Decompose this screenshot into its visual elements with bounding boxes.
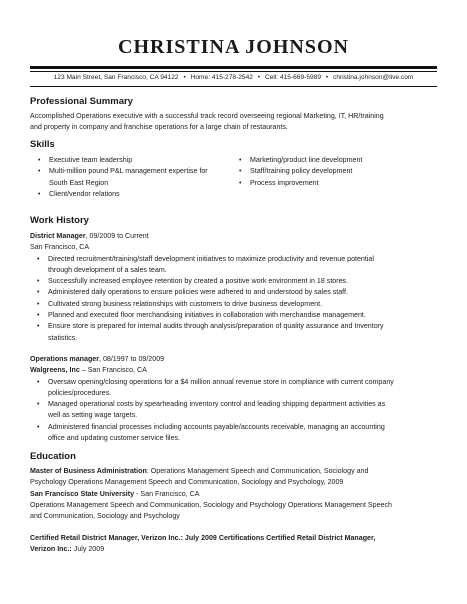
degree-line: Master of Business Administration: Operations Management Speech and Communication, Sociology and [30,467,369,475]
contact-email[interactable]: christina.johnson@live.com [333,74,414,81]
job-bullets [30,377,431,445]
job-location: San Francisco, CA [30,243,90,252]
job-bullet: • Administered daily operations to ensure policies were adhered to and understood by sales staff. [30,287,431,298]
job-title-line [30,354,431,365]
job-location: – San Francisco, CA [79,366,147,375]
education-entries [30,466,427,522]
work-history-heading: Work History [30,215,89,226]
summary-heading: Professional Summary [30,96,133,107]
certification-line: Verizon Inc.: July 2009 [30,545,105,554]
job-entry [30,231,431,344]
school-location: - San Francisco, CA [134,489,200,498]
job-bullet: • Cultivated strong business relationships with customers to drive business development. [30,299,431,310]
summary-text [30,111,440,134]
job-dates: , 08/1997 to 09/2009 [99,355,165,363]
contact-separator: • [183,74,186,81]
job-title: Operations manager [30,355,99,363]
job-entry [30,354,431,444]
job-bullet: • Managed operational costs by spearheading inventory control and leading shipping department activities as well as setting wage targets. [30,399,431,422]
school-name: San Francisco State University [30,489,135,498]
degree-title: Master of Business Administration [30,467,147,475]
job-company: Walgreens, Inc [30,366,80,375]
job-bullet: • Planned and executed floor merchandising initiatives in collaboration with merchandise management. [30,310,431,321]
contact-address: 123 Main Street, San Francisco, CA 94122 [53,74,179,81]
job-bullet: • Oversaw opening/closing operations for a $4 million annual revenue store in compliance with current company policies/procedures. [30,377,431,400]
job-title-line [30,231,431,242]
skill-item: • Staff/training policy development [237,166,437,177]
header-rule-thick [30,66,437,69]
job-dates: , 09/2009 to Current [85,232,149,240]
certification-line: Certified Retail District Manager, Verizon Inc.: July 2009 Certifications Certified Retail District Manager, [30,534,376,542]
job-title: District Manager [30,232,86,240]
job-bullets [30,254,431,344]
job-bullet: • Ensure store is prepared for internal audits through analysis/preparation of quality assurance and Inventory statistics. [30,321,431,344]
contact-home-phone: Home: 415-278-2542 [190,74,253,81]
summary-line: and property in company and franchise operations for a large chain of restaurants. [30,123,288,132]
skills-list-left [36,155,236,200]
job-bullet: • Directed recruitment/training/staff development initiatives to maximize productivity and revenue potential through development of a sales team. [30,254,431,277]
skills-list-right [237,155,437,189]
skill-item-continuation: South East Region [49,178,109,187]
contact-line [0,74,467,81]
contact-rule [30,86,437,87]
skill-item: • Client/vendor relations [36,189,236,200]
contact-separator: • [325,74,329,81]
skill-item: • Executive team leadership [36,155,236,166]
skill-item: • Multi-million pound P&L management expertise for [36,166,236,177]
education-heading: Education [30,451,76,462]
skill-item: • Process improvement [237,178,437,189]
degree-line: Psychology Operations Management Speech and Communication, Sociology and Psychology, 2009 [30,478,344,487]
school-detail: Operations Management Speech and Communication, Sociology and Psychology Operations Management Speech [30,500,392,509]
contact-cell-phone: Cell: 415-669-5989 [264,74,322,81]
job-bullet: • Administered financial processes including accounts payable/accounts receivable, managing an accounting office and updating customer service files. [30,422,431,445]
skill-item: • Marketing/product line development [237,155,437,166]
candidate-name: CHRISTINA JOHNSON [118,36,349,58]
skills-heading: Skills [30,139,55,150]
contact-separator: • [257,74,261,81]
header-rule-thin [30,71,437,72]
job-company-line [30,365,431,376]
school-line [30,489,427,500]
summary-line: Accomplished Operations executive with a successful track record overseeing regional Marketing, IT, HR/training [30,112,384,120]
school-detail: and Communication, Sociology and Psychology [30,512,180,521]
certification [30,533,427,556]
job-bullet: • Successfully increased employee retention by created a positive work environment in 18 stores. [30,276,431,287]
